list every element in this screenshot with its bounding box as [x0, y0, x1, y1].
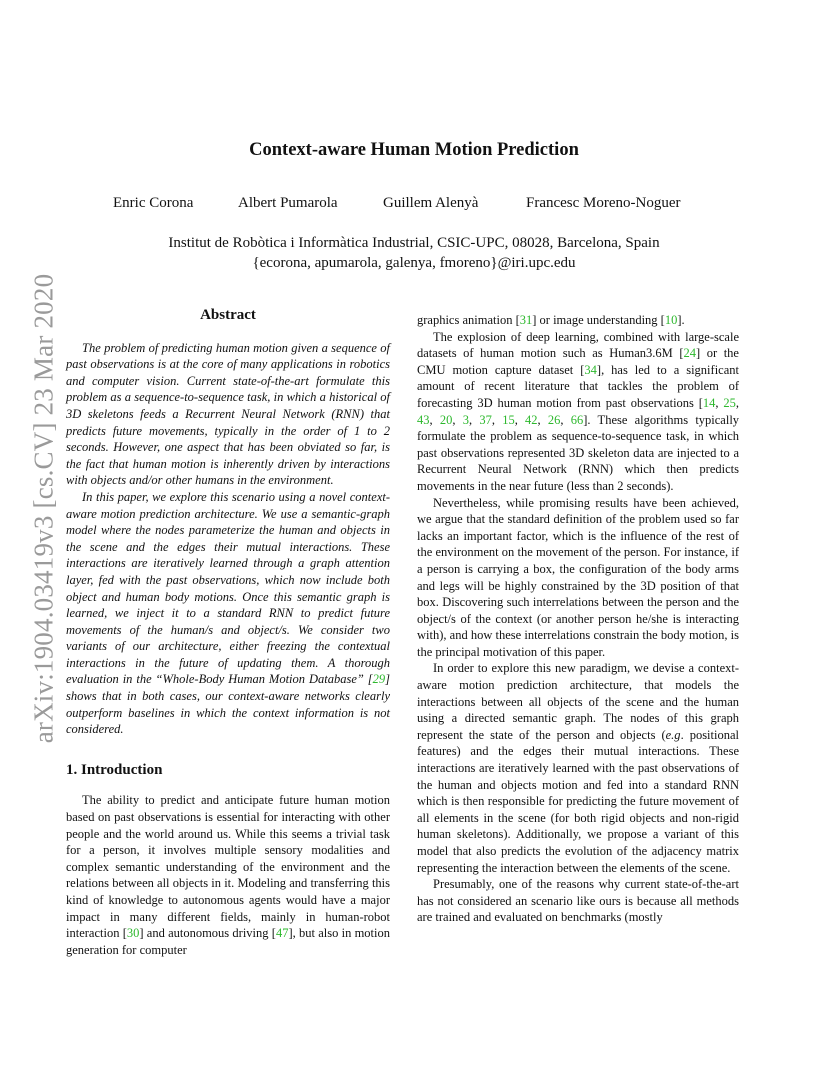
- citation-link[interactable]: 29: [372, 672, 386, 687]
- body-paragraph: In order to explore this new paradigm, we devise a context-aware motion prediction architecture, that models the interactions between all objects of the scene and the human using a directed semantic graph. The nodes of this graph represent the state of the person and objects (e.g. positional features) and the edges their mutual interactions. These interactions are iteratively learned with the past observations of the human and objects motion and fed into a standard RNN which is then responsible for predicting the future movement of all elements in the scene (for both rigid objects and non-rigid human skeletons). Additionally, we propose a variant of this model that also predicts the evolution of the adjacency matrix representing the interaction between the elements of the scene.: [417, 661, 739, 875]
- affiliation-block: [0, 233, 828, 273]
- citation-link[interactable]: 47: [275, 926, 289, 941]
- citation-link[interactable]: 25: [723, 395, 736, 410]
- body-paragraph: The ability to predict and anticipate future human motion based on past observations is essential for interacting with other people and the world around us. While this seems a trivial task for a person, it involves multiple sensory modalities and complex semantic understanding of the environment and the relations between all objects in it. Modeling and transferring this kind of knowledge to autonomous agents would have a major impact in many different fields, mainly in human-robot interaction [30] and autonomous driving [47], but also in motion generation for computer: [66, 793, 390, 957]
- left-column: [66, 307, 390, 958]
- citation-link[interactable]: 14: [702, 395, 716, 410]
- citation-link[interactable]: 43: [417, 412, 430, 427]
- author-emails: {ecorona, apumarola, galenya, fmoreno}@iri.upc.edu: [252, 255, 576, 271]
- arxiv-identifier-text: arXiv:1904.03419v3 [cs.CV] 23 Mar 2020: [28, 273, 59, 743]
- abstract-paragraph: In this paper, we explore this scenario using a novel context-aware motion prediction architecture. We use a semantic-graph model where the nodes parameterize the human and objects in the scene and the edges their mutual interactions. These interactions are iteratively learned through a graph attention layer, fed with the past observations, which now include both object and human body motions. Once this semantic graph is learned, we inject it to a standard RNN to predict future movements of the human/s and object/s. We consider two variants of our architecture, either freezing the contextual interactions in the future of updating them. A thorough evaluation in the “Whole-Body Human Motion Database” [29] shows that in both cases, our context-aware networks clearly outperform baselines in which the context information is not considered.: [66, 489, 390, 737]
- citation-link[interactable]: 10: [664, 313, 678, 327]
- citation-link[interactable]: 31: [519, 313, 533, 327]
- citation-link[interactable]: 24: [683, 346, 696, 361]
- citation-link[interactable]: 37: [479, 412, 492, 427]
- citation-link[interactable]: 20: [439, 412, 453, 427]
- author-name: Enric Corona: [113, 195, 194, 211]
- citation-link[interactable]: 34: [584, 362, 597, 377]
- body-paragraph: Nevertheless, while promising results have been achieved, we argue that the standard definition of the problem used so far lacks an important factor, which is the influence of the rest of the environment on the movement of the person. For instance, if a person is carrying a box, the configuration of the body arms and legs will be highly constrained by the 3D position of that box. Discovering such interrelations between the person and the object/s of the context (or another person he/she is interacting with), and how these interrelations constrain the body motion, is the principal motivation of this paper.: [417, 495, 739, 659]
- body-paragraph: The explosion of deep learning, combined with large-scale datasets of human motion such as Human3.6M [24] or the CMU motion capture dataset [34], has led to a significant amount of recent literature that tackles the problem of forecasting 3D human motion from past observations [14, 25, 43, 20, 3, 37, 15, 42, 26, 66]. These algorithms typically formulate the problem as sequence-to-sequence task, in which past observations represented 3D skeleton data are injected to a Recurrent Neural Network (RNN) which then predicts movements in the near future (less than 2 seconds).: [417, 329, 740, 493]
- body-paragraph: Presumably, one of the reasons why current state-of-the-art has not considered an scenario like ours is because all methods are trained and evaluated on benchmarks (mostly: [417, 877, 739, 925]
- citation-link[interactable]: 26: [547, 412, 561, 427]
- abstract-heading: Abstract: [200, 307, 256, 323]
- body-paragraph: graphics animation [31] or image understanding [10].: [417, 313, 685, 327]
- citation-link[interactable]: 42: [525, 412, 538, 427]
- citation-link[interactable]: 66: [570, 412, 584, 427]
- right-column: [417, 312, 739, 926]
- citation-link[interactable]: 15: [502, 412, 515, 427]
- section-heading: 1. Introduction: [66, 761, 163, 778]
- citation-link[interactable]: 30: [126, 926, 140, 941]
- citation-link[interactable]: 3: [462, 412, 469, 427]
- abstract-paragraph: The problem of predicting human motion given a sequence of past observations is at the core of many applications in robotics and computer vision. Current state-of-the-art formulate this problem as a sequence-to-sequence task, in which a historical of 3D skeletons feeds a Recurrent Neural Network (RNN) that predicts future movements, typically in the order of 1 to 2 seconds. However, one aspect that has been obviated so far, is the fact that human motion is inherently driven by interactions with objects and/or other humans in the environment.: [66, 340, 390, 488]
- author-name: Guillem Alenyà: [383, 195, 479, 211]
- author-name: Albert Pumarola: [238, 195, 338, 211]
- author-name: Francesc Moreno-Noguer: [526, 195, 681, 211]
- affiliation: Institut de Robòtica i Informàtica Industrial, CSIC-UPC, 08028, Barcelona, Spain: [168, 235, 660, 251]
- abstract-section: [66, 307, 390, 738]
- paper-title: Context-aware Human Motion Prediction: [249, 140, 579, 160]
- arxiv-identifier: [26, 273, 62, 743]
